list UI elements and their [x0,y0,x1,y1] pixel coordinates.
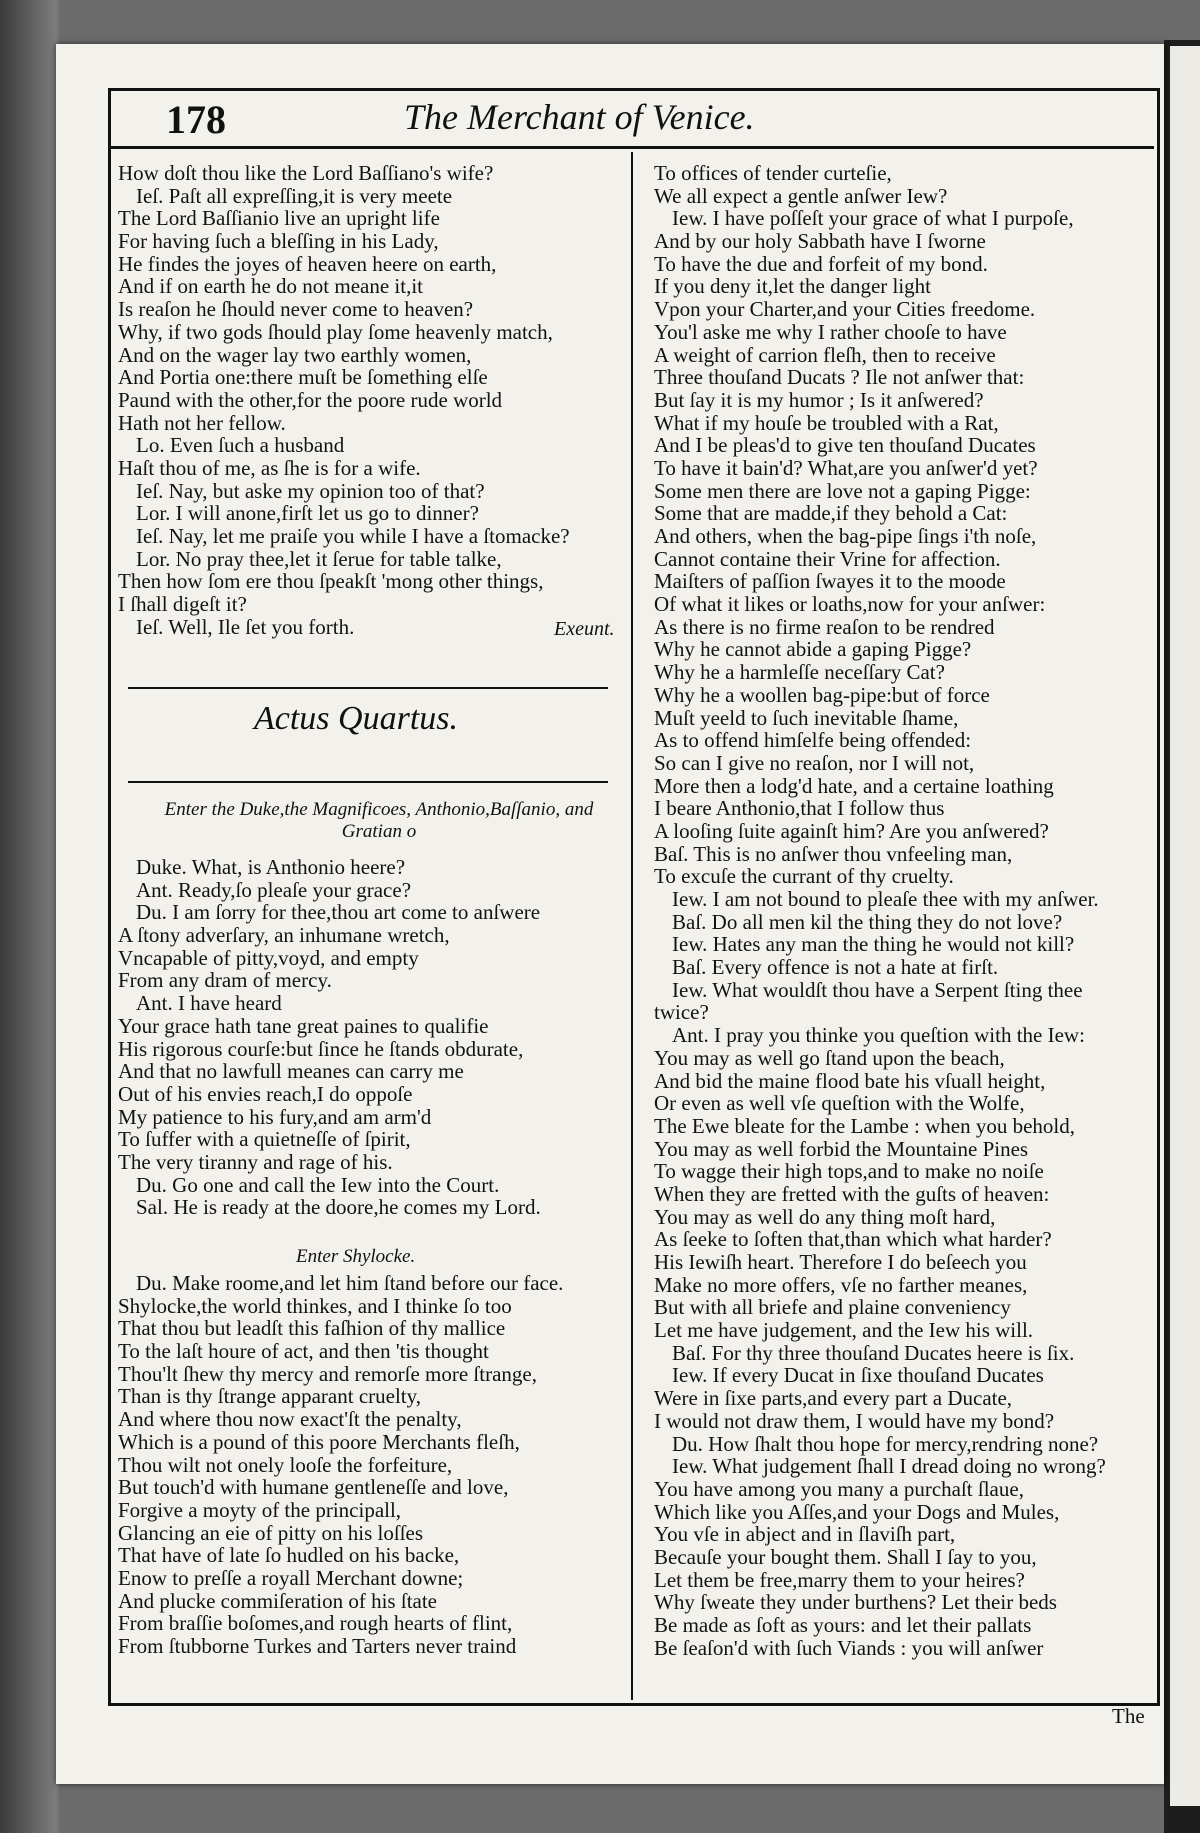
text-line: And if on earth he do not meane it,it [118,274,424,299]
text-line: As to offend himſelfe being offended: [654,728,972,753]
header-rule [108,146,1154,149]
text-line: I would not draw them, I would have my bond? [654,1408,1055,1433]
text-line: Ant. Ready,ſo pleaſe your grace? [136,877,412,902]
text-line: More then a lodg'd hate, and a certaine loathing [654,773,1054,798]
text-line: Your grace hath tane great paines to qualifie [118,1013,489,1038]
text-line: Why ſweate they under burthens? Let their beds [654,1590,1057,1615]
text-line: And Portia one:there muſt be ſomething elſe [118,365,488,390]
right-column-text [654,162,1150,1659]
text-line: Cannot containe their Vrine for affection. [654,546,1001,571]
text-line: And that no lawfull meanes can carry me [118,1059,464,1084]
text-line: He findes the joyes of heaven heere on earth, [118,251,497,276]
text-line: Three thouſand Ducats ? Ile not anſwer that: [654,365,1025,390]
text-line: The Lord Baſſianio live an upright life [118,206,440,231]
text-line: Were in ſixe parts,and every part a Ducate, [654,1386,1013,1411]
text-line: Haſt thou of me, as ſhe is for a wife. [118,455,421,480]
text-line: Thou'lt ſhew thy mercy and remorſe more ſtrange, [118,1361,537,1386]
text-line: Ieſ. Well, Ile ſet you forth. [136,614,355,639]
text-line: When they are fretted with the guſts of heaven: [654,1181,1050,1206]
text-line: If you deny it,let the danger light [654,274,932,299]
text-line: Du. Make roome,and let him ſtand before our face. [136,1271,564,1295]
text-line: Ieſ. Nay, let me praiſe you while I have a ſtomacke? [136,524,570,548]
text-line: Than is thy ſtrange apparant cruelty, [118,1384,422,1409]
text-line: Du. I am ſorry for thee,thou art come to anſwere [136,900,541,925]
text-line: Baſ. For thy three thouſand Ducates heere is ſix. [672,1340,1075,1365]
text-line: From braſſie boſomes,and rough hearts of flint, [118,1611,513,1636]
text-line: So can I give no reaſon, nor I will not, [654,750,975,775]
text-line: Iew. I am not bound to pleaſe thee with my anſwer. [672,887,1099,911]
text-line: Glancing an eie of pitty on his loſſes [118,1520,424,1545]
text-line: To the laſt houre of act, and then 'tis thought [118,1339,489,1364]
text-line: But ſay it is my humor ; Is it anſwered? [654,387,984,412]
act-rule-top [128,687,608,689]
text-line: But with all briefe and plaine conveniency [654,1295,1011,1320]
text-line: Make no more offers, vſe no farther meanes, [654,1272,1028,1297]
text-line: Out of his envies reach,I do oppoſe [118,1081,413,1106]
text-line: Maiſters of paſſion ſwayes it to the moode [654,569,1006,594]
stage-direction-exeunt: Exeunt. [554,618,615,640]
text-line: For having ſuch a bleſſing in his Lady, [118,229,439,254]
text-line: And I be pleas'd to give ten thouſand Ducates [654,433,1036,458]
text-line: Some men there are love not a gaping Pigge: [654,478,1031,503]
text-line: Which is a pound of this poore Merchants fleſh, [118,1429,520,1454]
text-line: As ſeeke to ſoften that,than which what harder? [654,1227,1052,1252]
text-line: Lor. No pray thee,let it ſerue for table talke, [136,546,502,571]
text-line: And plucke commiſeration of his ſtate [118,1588,437,1613]
text-line: Duke. What, is Anthonio heere? [136,855,406,879]
text-line: Be made as ſoft as yours: and let their pallats [654,1613,1032,1637]
text-line: Why he a harmleſſe neceſſary Cat? [654,660,945,685]
text-line: Ieſ. Paſt all expreſſing,it is very meete [136,183,453,208]
facing-page-edge [1170,46,1200,1806]
text-line: Then how ſom ere thou ſpeakſt 'mong other things, [118,569,544,594]
text-line: That thou but leadſt this faſhion of thy mallice [118,1316,506,1341]
text-line: Forgive a moyty of the principall, [118,1497,402,1522]
text-line: His Iewiſh heart. Therefore I do beſeech you [654,1250,1027,1274]
text-line: Ieſ. Nay, but aske my opinion too of that? [136,478,485,503]
text-line: To excuſe the currant of thy cruelty. [654,864,954,889]
text-line: Paund with the other,for the poore rude world [118,387,503,412]
catchword: The [1112,1704,1145,1728]
text-line: A weight of carrion fleſh, then to receive [654,342,996,367]
act-rule-bottom [128,781,608,783]
running-title: The Merchant of Venice. [404,97,755,137]
text-line: To have it bain'd? What,are you anſwer'd yet? [654,455,1038,480]
text-line: As there is no firme reaſon to be rendred [654,614,995,639]
text-line: To ſuffer with a quietneſſe of ſpirit, [118,1127,411,1152]
text-line: My patience to his fury,and am arm'd [118,1104,432,1129]
text-line: His rigorous courſe:but ſince he ſtands obdurate, [118,1036,524,1061]
text-line: Shylocke,the world thinkes, and I thinke ſo too [118,1293,512,1318]
text-line: Be ſeaſon'd with ſuch Viands : you will anſwer [654,1635,1044,1660]
text-line: I beare Anthonio,that I follow thus [654,796,945,821]
text-line: The Ewe bleate for the Lambe : when you behold, [654,1113,1076,1138]
text-line: Some that are madde,if they behold a Cat: [654,501,1008,526]
text-line: That have of late ſo hudled on his backe, [118,1543,460,1568]
text-line: A looſing ſuite againſt him? Are you anſwered? [654,818,1049,843]
text-line: To offices of tender curteſie, [654,161,892,185]
text-line: Vncapable of pitty,voyd, and empty [118,945,419,970]
text-line: To wagge their high tops,and to make no noiſe [654,1159,1044,1184]
text-line: How doſt thou like the Lord Baſſiano's wife? [118,161,494,185]
text-line: Ant. I pray you thinke you queſtion with the Iew: [672,1023,1085,1048]
text-line: And others, when the bag-pipe ſings i'th noſe, [654,524,1037,548]
text-line: Becauſe your bought them. Shall I ſay to you, [654,1544,1037,1569]
text-line: Iew. Hates any man the thing he would not kill? [672,932,1075,957]
text-line: Hath not her fellow. [118,410,286,435]
text-line: And bid the maine flood bate his vſuall height, [654,1068,1046,1093]
text-line: Du. Go one and call the Iew into the Court. [136,1172,500,1197]
left-column-middle-text [118,856,628,1219]
text-line: What if my houſe be troubled with a Rat, [654,410,999,435]
text-line: To have the due and forfeit of my bond. [654,251,988,276]
text-line: Why he a woollen bag-pipe:but of force [654,682,990,707]
left-column-top-text [118,162,628,638]
text-line: But touch'd with humane gentleneſſe and love, [118,1475,509,1500]
text-line: From any dram of mercy. [118,968,332,993]
text-line: Thou wilt not onely looſe the forfeiture, [118,1452,453,1477]
text-line: Muſt yeeld to ſuch inevitable ſhame, [654,705,959,730]
act-heading: Actus Quartus. [254,700,458,737]
text-line: twice? [654,1000,709,1025]
text-line: And where thou now exact'ſt the penalty, [118,1407,462,1432]
text-line: I ſhall digeſt it? [118,592,247,617]
text-line: From ſtubborne Turkes and Tarters never traind [118,1634,517,1658]
text-line: Ant. I have heard [136,991,282,1016]
left-column-bottom-text [118,1272,628,1658]
text-line: And by our holy Sabbath have I ſworne [654,229,986,254]
text-line: Baſ. Every offence is not a hate at firſt. [672,955,999,980]
text-line: Why, if two gods ſhould play ſome heavenly match, [118,319,553,344]
text-line: We all expect a gentle anſwer Iew? [654,183,948,208]
text-line: You'l aske me why I rather chooſe to have [654,319,1007,344]
text-line: Is reaſon he ſhould never come to heaven? [118,297,474,322]
text-line: Lor. I will anone,firſt let us go to dinner? [136,501,479,526]
text-line: Iew. I have poſſeſt your grace of what I purpoſe, [672,206,1074,231]
text-line: You may as well forbid the Mountaine Pines [654,1136,1029,1161]
text-line: Baſ. This is no anſwer thou vnfeeling man, [654,841,1013,866]
text-line: Iew. What judgement ſhall I dread doing no wrong? [672,1454,1106,1479]
text-line: Of what it likes or loaths,now for your anſwer: [654,592,1046,617]
text-line: The very tiranny and rage of his. [118,1149,393,1174]
text-line: Or even as well vſe queſtion with the Wolfe, [654,1091,1025,1116]
stage-direction-enter-shylocke: Enter Shylocke. [296,1246,416,1267]
text-line: Let me have judgement, and the Iew his will. [654,1318,1034,1343]
text-line: Iew. What wouldſt thou have a Serpent ſting thee [672,977,1083,1002]
text-line: Iew. If every Ducat in ſixe thouſand Ducates [672,1363,1044,1388]
text-line: You may as well do any thing moſt hard, [654,1204,996,1229]
text-line: Lo. Even ſuch a husband [136,433,345,458]
text-line: Du. How ſhalt thou hope for mercy,rendring none? [672,1431,1099,1456]
stage-direction-enter-duke: Enter the Duke,the Magnificoes, Anthonio,Baſſanio, and Gratian o [164,799,594,842]
text-line: Vpon your Charter,and your Cities freedome. [654,297,1036,322]
column-divider [631,152,633,1700]
text-line: Why he cannot abide a gaping Pigge? [654,637,972,662]
text-line: Sal. He is ready at the doore,he comes my Lord. [136,1195,541,1220]
text-line: Let them be free,marry them to your heires? [654,1567,1025,1592]
text-line: You have among you many a purchaſt ſlaue, [654,1476,1024,1501]
text-line: And on the wager lay two earthly women, [118,342,472,367]
page-number: 178 [166,97,226,142]
text-line: Which like you Aſſes,and your Dogs and Mules, [654,1499,1060,1524]
text-line: You vſe in abject and in ſlaviſh part, [654,1522,956,1547]
text-line: Baſ. Do all men kil the thing they do not love? [672,909,1063,934]
book-page [56,44,1164,1784]
text-line: A ſtony adverſary, an inhumane wretch, [118,923,450,948]
text-line: You may as well go ſtand upon the beach, [654,1045,1005,1070]
text-line: Enow to preſſe a royall Merchant downe; [118,1565,464,1590]
